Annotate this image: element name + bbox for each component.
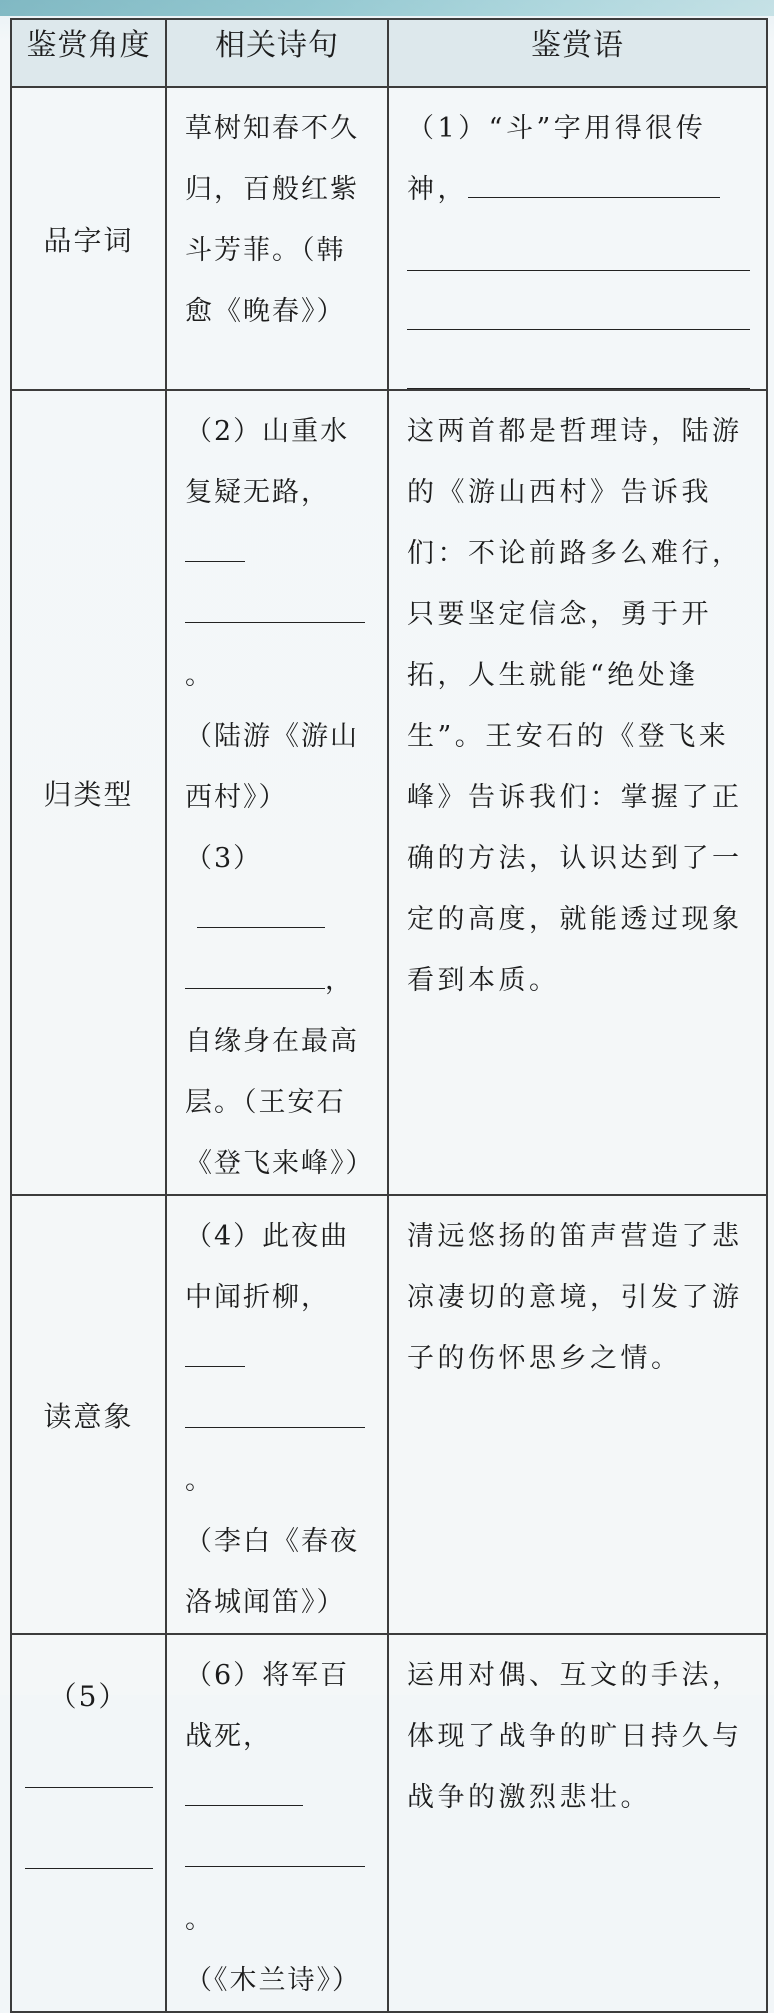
answer-blank-4a[interactable]: [185, 1365, 245, 1367]
row2-q2-end: 。: [185, 660, 214, 691]
top-decor-strip: [0, 0, 774, 16]
row3-angle: 读意象: [11, 1195, 166, 1634]
row1-lines: 草树知春不久归，百般红紫斗芳菲。（韩愈《晚春》）: [166, 87, 388, 390]
row3-q4-start: （4）此夜曲中闻折柳，: [185, 1221, 350, 1313]
answer-blank-4b[interactable]: [185, 1426, 365, 1428]
row3-lines: [166, 1195, 388, 1634]
header-row: [11, 19, 767, 87]
answer-blank-1b[interactable]: [407, 220, 750, 271]
header-lines: 相关诗句: [166, 19, 388, 87]
row2-q3-rest: ，自缘身在最高层。（王安石《登飞来峰》）: [185, 965, 375, 1179]
table-row: [11, 87, 767, 390]
answer-blank-2b[interactable]: [185, 621, 365, 623]
row2-q2-source: （陆游《游山西村》）: [185, 721, 359, 813]
row4-lines: [166, 1634, 388, 2012]
answer-blank-5a[interactable]: [25, 1715, 153, 1788]
row2-q3-start: （3）: [185, 843, 263, 874]
answer-blank-6b[interactable]: [185, 1865, 365, 1867]
row1-angle: 品字词: [11, 87, 166, 390]
answer-blank-1d[interactable]: [407, 330, 750, 389]
row2-q2-start: （2）山重水复疑无路，: [185, 416, 350, 508]
row4-q6-end: 。: [185, 1904, 214, 1935]
row4-angle: [11, 1634, 166, 2012]
row4-comment: 运用对偶、互文的手法，体现了战争的旷日持久与战争的激烈悲壮。: [388, 1634, 767, 2012]
answer-blank-3b[interactable]: [185, 987, 325, 989]
answer-blank-5b[interactable]: [25, 1788, 153, 1869]
table-row: [11, 1195, 767, 1634]
header-comment: 鉴赏语: [388, 19, 767, 87]
row3-q4-source: （李白《春夜洛城闻笛》）: [185, 1526, 359, 1618]
answer-blank-1a[interactable]: [468, 196, 720, 198]
row2-lines: [166, 390, 388, 1195]
table-row: [11, 390, 767, 1195]
answer-blank-6a[interactable]: [185, 1804, 303, 1806]
row3-comment: 清远悠扬的笛声营造了悲凉凄切的意境，引发了游子的伤怀思乡之情。: [388, 1195, 767, 1634]
row4-q6-source: （《木兰诗》）: [185, 1965, 361, 1996]
row1-comment-prefix: （1）“斗”字用得很传神，: [407, 113, 707, 205]
row1-comment: [388, 87, 767, 390]
row4-q6-start: （6）将军百战死，: [185, 1660, 350, 1752]
answer-blank-3a[interactable]: [197, 926, 325, 928]
answer-blank-2a[interactable]: [185, 560, 245, 562]
row4-angle-number: （5）: [48, 1680, 129, 1713]
table-row: [11, 1634, 767, 2012]
header-angle: 鉴赏角度: [11, 19, 166, 87]
appreciation-table: [10, 18, 768, 2013]
row2-angle: 归类型: [11, 390, 166, 1195]
row2-comment: 这两首都是哲理诗，陆游的《游山西村》告诉我们：不论前路多么难行，只要坚定信念，勇于开拓，人生就能“绝处逢生”。王安石的《登飞来峰》告诉我们：掌握了正确的方法，认识达到了一定的高度，就能透过现象看到本质。: [388, 390, 767, 1195]
answer-blank-1c[interactable]: [407, 271, 750, 330]
row3-q4-end: 。: [185, 1465, 214, 1496]
